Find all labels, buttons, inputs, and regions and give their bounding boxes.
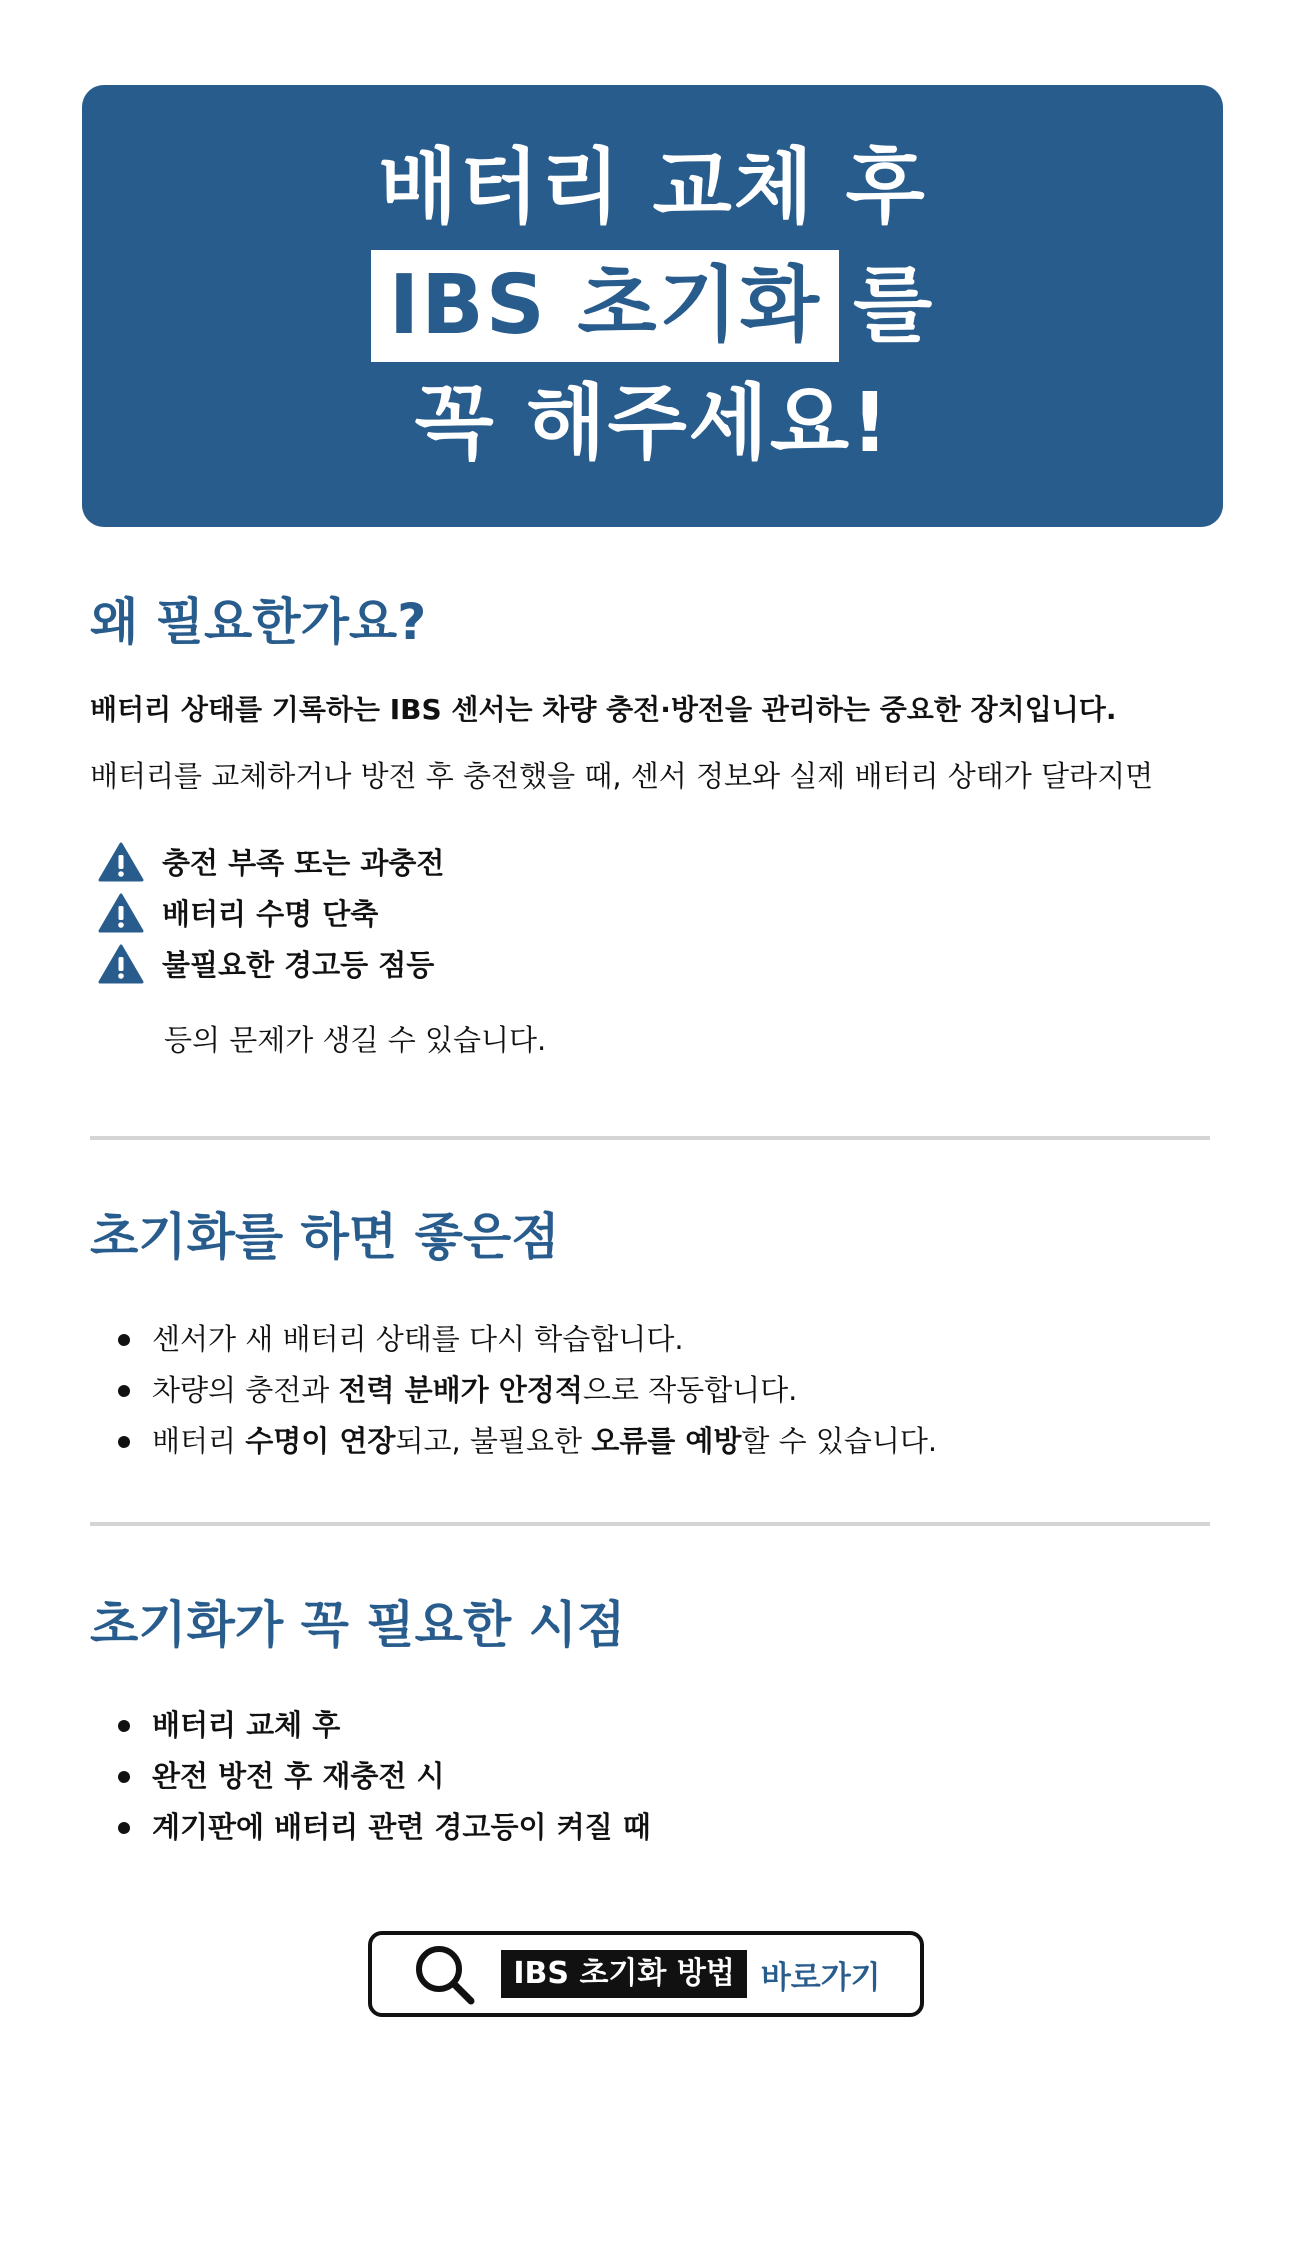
timing-item: 배터리 교체 후 (112, 1700, 651, 1751)
benefit-text: 배터리 (152, 1424, 246, 1458)
timing-list (112, 1700, 651, 1853)
hero-banner (82, 85, 1223, 527)
cta-label: IBS 초기화 방법 (501, 1950, 746, 1998)
warning-icon (98, 893, 144, 933)
benefit-text: 으로 작동합니다. (582, 1373, 798, 1407)
benefit-text: 되고, 불필요한 (395, 1424, 592, 1458)
benefit-text: 센서가 새 배터리 상태를 다시 학습합니다. (152, 1322, 684, 1356)
benefit-item (112, 1416, 937, 1467)
warning-text: 불필요한 경고등 점등 (162, 948, 435, 982)
benefit-emphasis: 오류를 예방 (591, 1424, 742, 1458)
hero-line-3: 꼭 해주세요! (414, 376, 891, 471)
warning-icon (98, 944, 144, 984)
hero-line-1: 배터리 교체 후 (378, 140, 927, 235)
section-divider (90, 1136, 1210, 1140)
search-icon (411, 1941, 477, 2007)
benefits-heading: 초기화를 하면 좋은점 (90, 1208, 560, 1266)
benefit-emphasis: 전력 분배가 안정적 (338, 1373, 583, 1407)
section-divider (90, 1522, 1210, 1526)
hero-line-2 (371, 247, 934, 365)
warning-item (98, 938, 444, 989)
why-lead: 배터리 상태를 기록하는 IBS 센서는 차량 충전·방전을 관리하는 중요한 장치입니다. (90, 693, 1117, 726)
warning-text: 충전 부족 또는 과충전 (162, 846, 445, 880)
warning-list (98, 836, 444, 989)
warning-icon (98, 842, 144, 882)
warning-item (98, 836, 444, 887)
timing-item: 계기판에 배터리 관련 경고등이 켜질 때 (112, 1802, 651, 1853)
ibs-reset-guide-button[interactable] (368, 1931, 924, 2017)
benefit-text: 차량의 충전과 (152, 1373, 339, 1407)
benefit-emphasis: 수명이 연장 (245, 1424, 396, 1458)
benefit-text: 할 수 있습니다. (741, 1424, 938, 1458)
cta-link-text: 바로가기 (760, 1959, 881, 1996)
hero-line-2-suffix: 를 (853, 258, 935, 353)
timing-heading: 초기화가 꼭 필요한 시점 (90, 1596, 626, 1654)
warning-item (98, 887, 444, 938)
why-body: 배터리를 교체하거나 방전 후 충전했을 때, 센서 정보와 실제 배터리 상태가 달라지면 (90, 759, 1154, 793)
warning-text: 배터리 수명 단축 (162, 897, 379, 931)
benefit-item (112, 1314, 937, 1365)
timing-item: 완전 방전 후 재충전 시 (112, 1751, 651, 1802)
why-tail: 등의 문제가 생길 수 있습니다. (164, 1023, 547, 1057)
hero-highlight: IBS 초기화 (371, 250, 839, 362)
why-heading: 왜 필요한가요? (90, 593, 427, 651)
benefit-item (112, 1365, 937, 1416)
benefits-list (112, 1314, 937, 1467)
